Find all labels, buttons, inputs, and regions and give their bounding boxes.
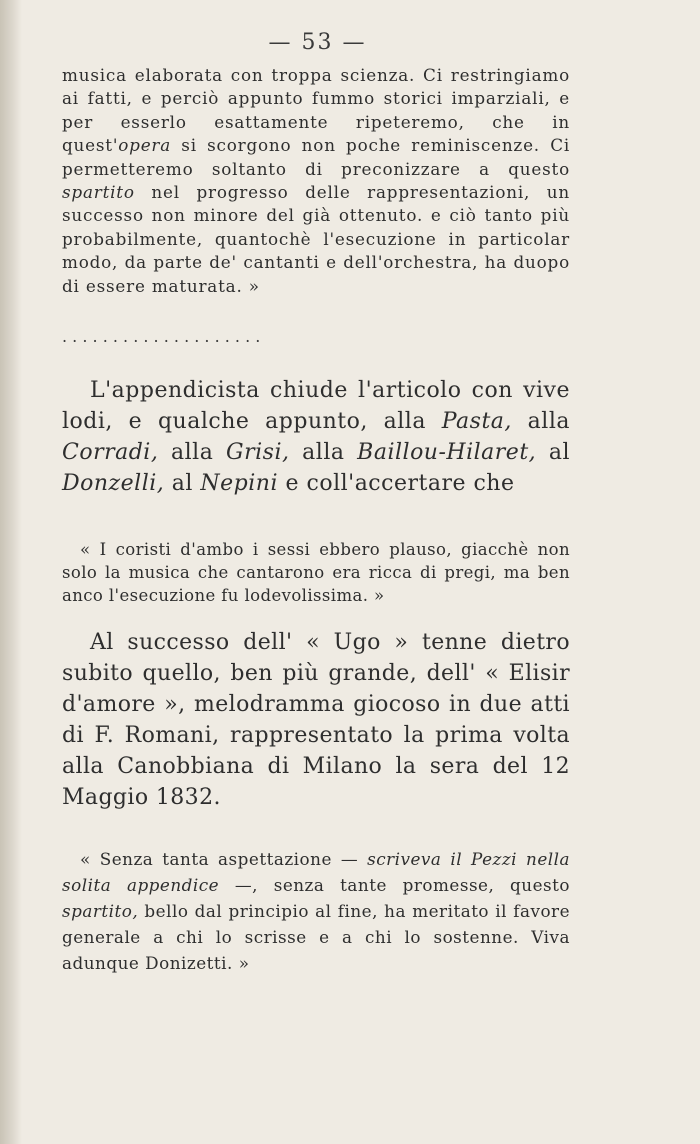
body-paragraph-appendicista [62,375,570,499]
para1-text-3: alla [158,440,227,465]
page-number: — 53 — [268,30,367,55]
quote3-italic-attribution: scriveva il Pezzi nella solita appendice [62,849,570,895]
quoted-passage-pezzi [62,846,570,976]
singer-name-pasta: Pasta, [441,409,512,434]
quote3-italic-spartito: spartito, [62,901,139,921]
para1-text-5: al [536,440,570,465]
singer-name-donzelli: Donzelli, [62,471,165,496]
para1-text-1: L'appendicista chiude l'articolo con vive lodi, e qualche appunto, alla [62,378,570,434]
para1-text-7: e coll'accertare che [278,471,515,496]
page-gutter-shadow [0,0,22,1144]
quote1-text-2: si scorgono non poche reminiscenze. Ci permetteremo soltanto di preconizzare a questo [62,135,570,179]
quote1-italic-opera: opera [118,135,172,156]
para1-text-4: alla [289,440,358,465]
quote3-text-3: bello dal principio al fine, ha meritato il favore generale a chi lo scrisse e a chi lo sostenne. Viva adunque Donizetti. » [62,901,570,973]
singer-name-grisi: Grisi, [226,440,290,465]
para1-text-2: alla [511,409,570,434]
body-paragraph-elisir: Al successo dell' « Ugo » tenne dietro subito quello, ben più grande, dell' « Elisir d'amore », melodramma giocoso in due atti di F. Romani, rappresentato la prima volta alla Canobbiana di Milano la sera del 12 Maggio 1832. [62,630,570,810]
quote1-italic-spartito: spartito [62,182,135,203]
singer-name-nepini: Nepini [200,471,278,496]
quoted-passage-continuation [62,64,570,298]
quote3-text-1: « Senza tanta aspettazione — [80,849,368,869]
para1-text-6: al [164,471,201,496]
quote1-text-3: nel progresso delle rappresentazioni, un successo non minore del già ottenuto. e ciò tanto più probabilmente, quantochè l'esecuzione in particolar modo, da parte de' cantanti e dell'orchestra, ha duopo di essere maturata. » [62,182,570,296]
singer-name-corradi: Corradi, [62,440,159,465]
quote3-text-2: —, senza tante promesse, questo [219,875,570,895]
singer-name-baillou-hilaret: Baillou-Hilaret, [357,440,537,465]
ellipsis-dots-row: . . . . . . . . . . . . . . . . . . . . [62,327,261,346]
quoted-passage-coristi: « I coristi d'ambo i sessi ebbero plauso, giacchè non solo la musica che cantarono era ricca di pregi, ma ben anco l'esecuzione fu lodevolissima. » [62,540,570,605]
quote1-text-1: musica elaborata con troppa scienza. Ci restringiamo ai fatti, e perciò appunto fummo storici imparziali, e per esserlo esattamente ripeteremo, che in quest' [62,65,570,156]
